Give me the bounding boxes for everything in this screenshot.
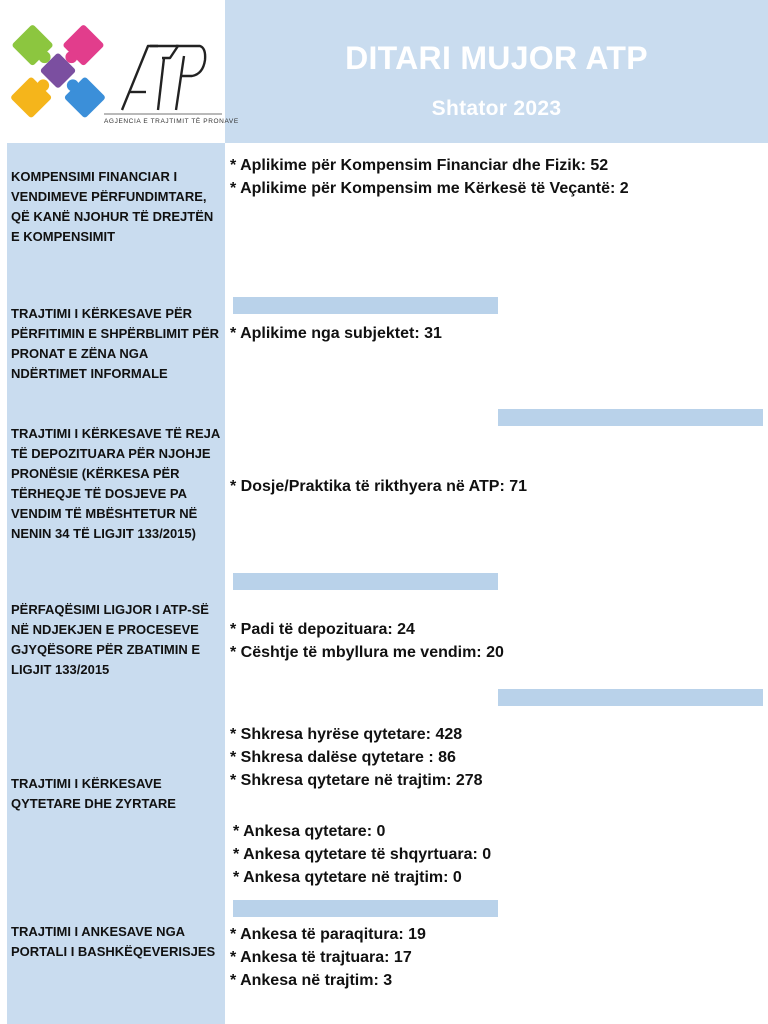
list-item: * Cështje të mbyllura me vendim: 20 (230, 644, 504, 661)
section-items-cogovernance-portal (230, 923, 426, 992)
divider-bar (233, 573, 498, 590)
list-item: * Shkresa hyrëse qytetare: 428 (230, 726, 463, 743)
page-subtitle: Shtator 2023 (431, 97, 562, 120)
list-item: * Ankesa qytetare të shqyrtuara: 0 (233, 846, 492, 863)
divider-bar (498, 409, 763, 426)
section-items-ownership-requests (230, 475, 527, 498)
list-item: * Ankesa qytetare: 0 (233, 823, 386, 840)
list-item: * Shkresa dalëse qytetare : 86 (230, 749, 456, 766)
list-item: * Shkresa qytetare në trajtim: 278 (230, 772, 483, 789)
list-item: * Dosje/Praktika të rikthyera në ATP: 71 (230, 478, 528, 495)
section-label-citizen-requests: TRAJTIMI I KËRKESAVE QYTETARE DHE ZYRTARE (11, 776, 176, 811)
section-items-informal-buildings (230, 322, 442, 345)
list-item: * Ankesa të trajtuara: 17 (230, 949, 412, 966)
section-items-legal-representation (230, 618, 504, 664)
list-item: * Padi të depozituara: 24 (230, 621, 415, 638)
list-item: * Aplikime për Kompensim me Kërkesë të Veçantë: 2 (230, 180, 629, 197)
atp-logo (0, 0, 239, 143)
list-item: * Ankesa të paraqitura: 19 (230, 926, 426, 943)
list-item: * Ankesa qytetare në trajtim: 0 (233, 869, 462, 886)
section-label-legal-representation: PËRFAQËSIMI LIGJOR I ATP-SË NË NDJEKJEN E PROCESEVE GJYQËSORE PËR ZBATIMIN E LIGJIT 133/2015 (11, 602, 209, 677)
section-items-citizen-letters (230, 723, 483, 792)
divider-bar (233, 900, 498, 917)
section-label-compensation: KOMPENSIMI FINANCIAR I VENDIMEVE PËRFUNDIMTARE, QË KANË NJOHUR TË DREJTËN E KOMPENSIMIT (11, 169, 214, 244)
logo-tagline: AGJENCIA E TRAJTIMIT TË PRONAVE (104, 118, 239, 125)
section-label-informal-buildings: TRAJTIMI I KËRKESAVE PËR PËRFITIMIN E SHPËRBLIMIT PËR PRONAT E ZËNA NGA NDËRTIMET INFORMALE (11, 306, 220, 381)
section-label-ownership-requests: TRAJTIMI I KËRKESAVE TË REJA TË DEPOZITUARA PËR NJOHJE PRONËSIE (KËRKESA PËR TËRHEQJE TË DOSJEVE PA VENDIM TË MBËSHTETUR NË NENIN 34 TË LIGJIT 133/2015) (11, 426, 220, 541)
list-item: * Aplikime për Kompensim Financiar dhe Fizik: 52 (230, 157, 609, 174)
list-item: * Aplikime nga subjektet: 31 (230, 325, 442, 342)
list-item: * Ankesa në trajtim: 3 (230, 972, 393, 989)
section-items-compensation (230, 154, 629, 200)
section-label-cogovernance-portal: TRAJTIMI I ANKESAVE NGA PORTALI I BASHKËQEVERISJES (11, 924, 216, 959)
page-title: DITARI MUJOR ATP (345, 40, 648, 76)
divider-bar (498, 689, 763, 706)
divider-bar (233, 297, 498, 314)
section-items-citizen-complaints (233, 820, 491, 889)
